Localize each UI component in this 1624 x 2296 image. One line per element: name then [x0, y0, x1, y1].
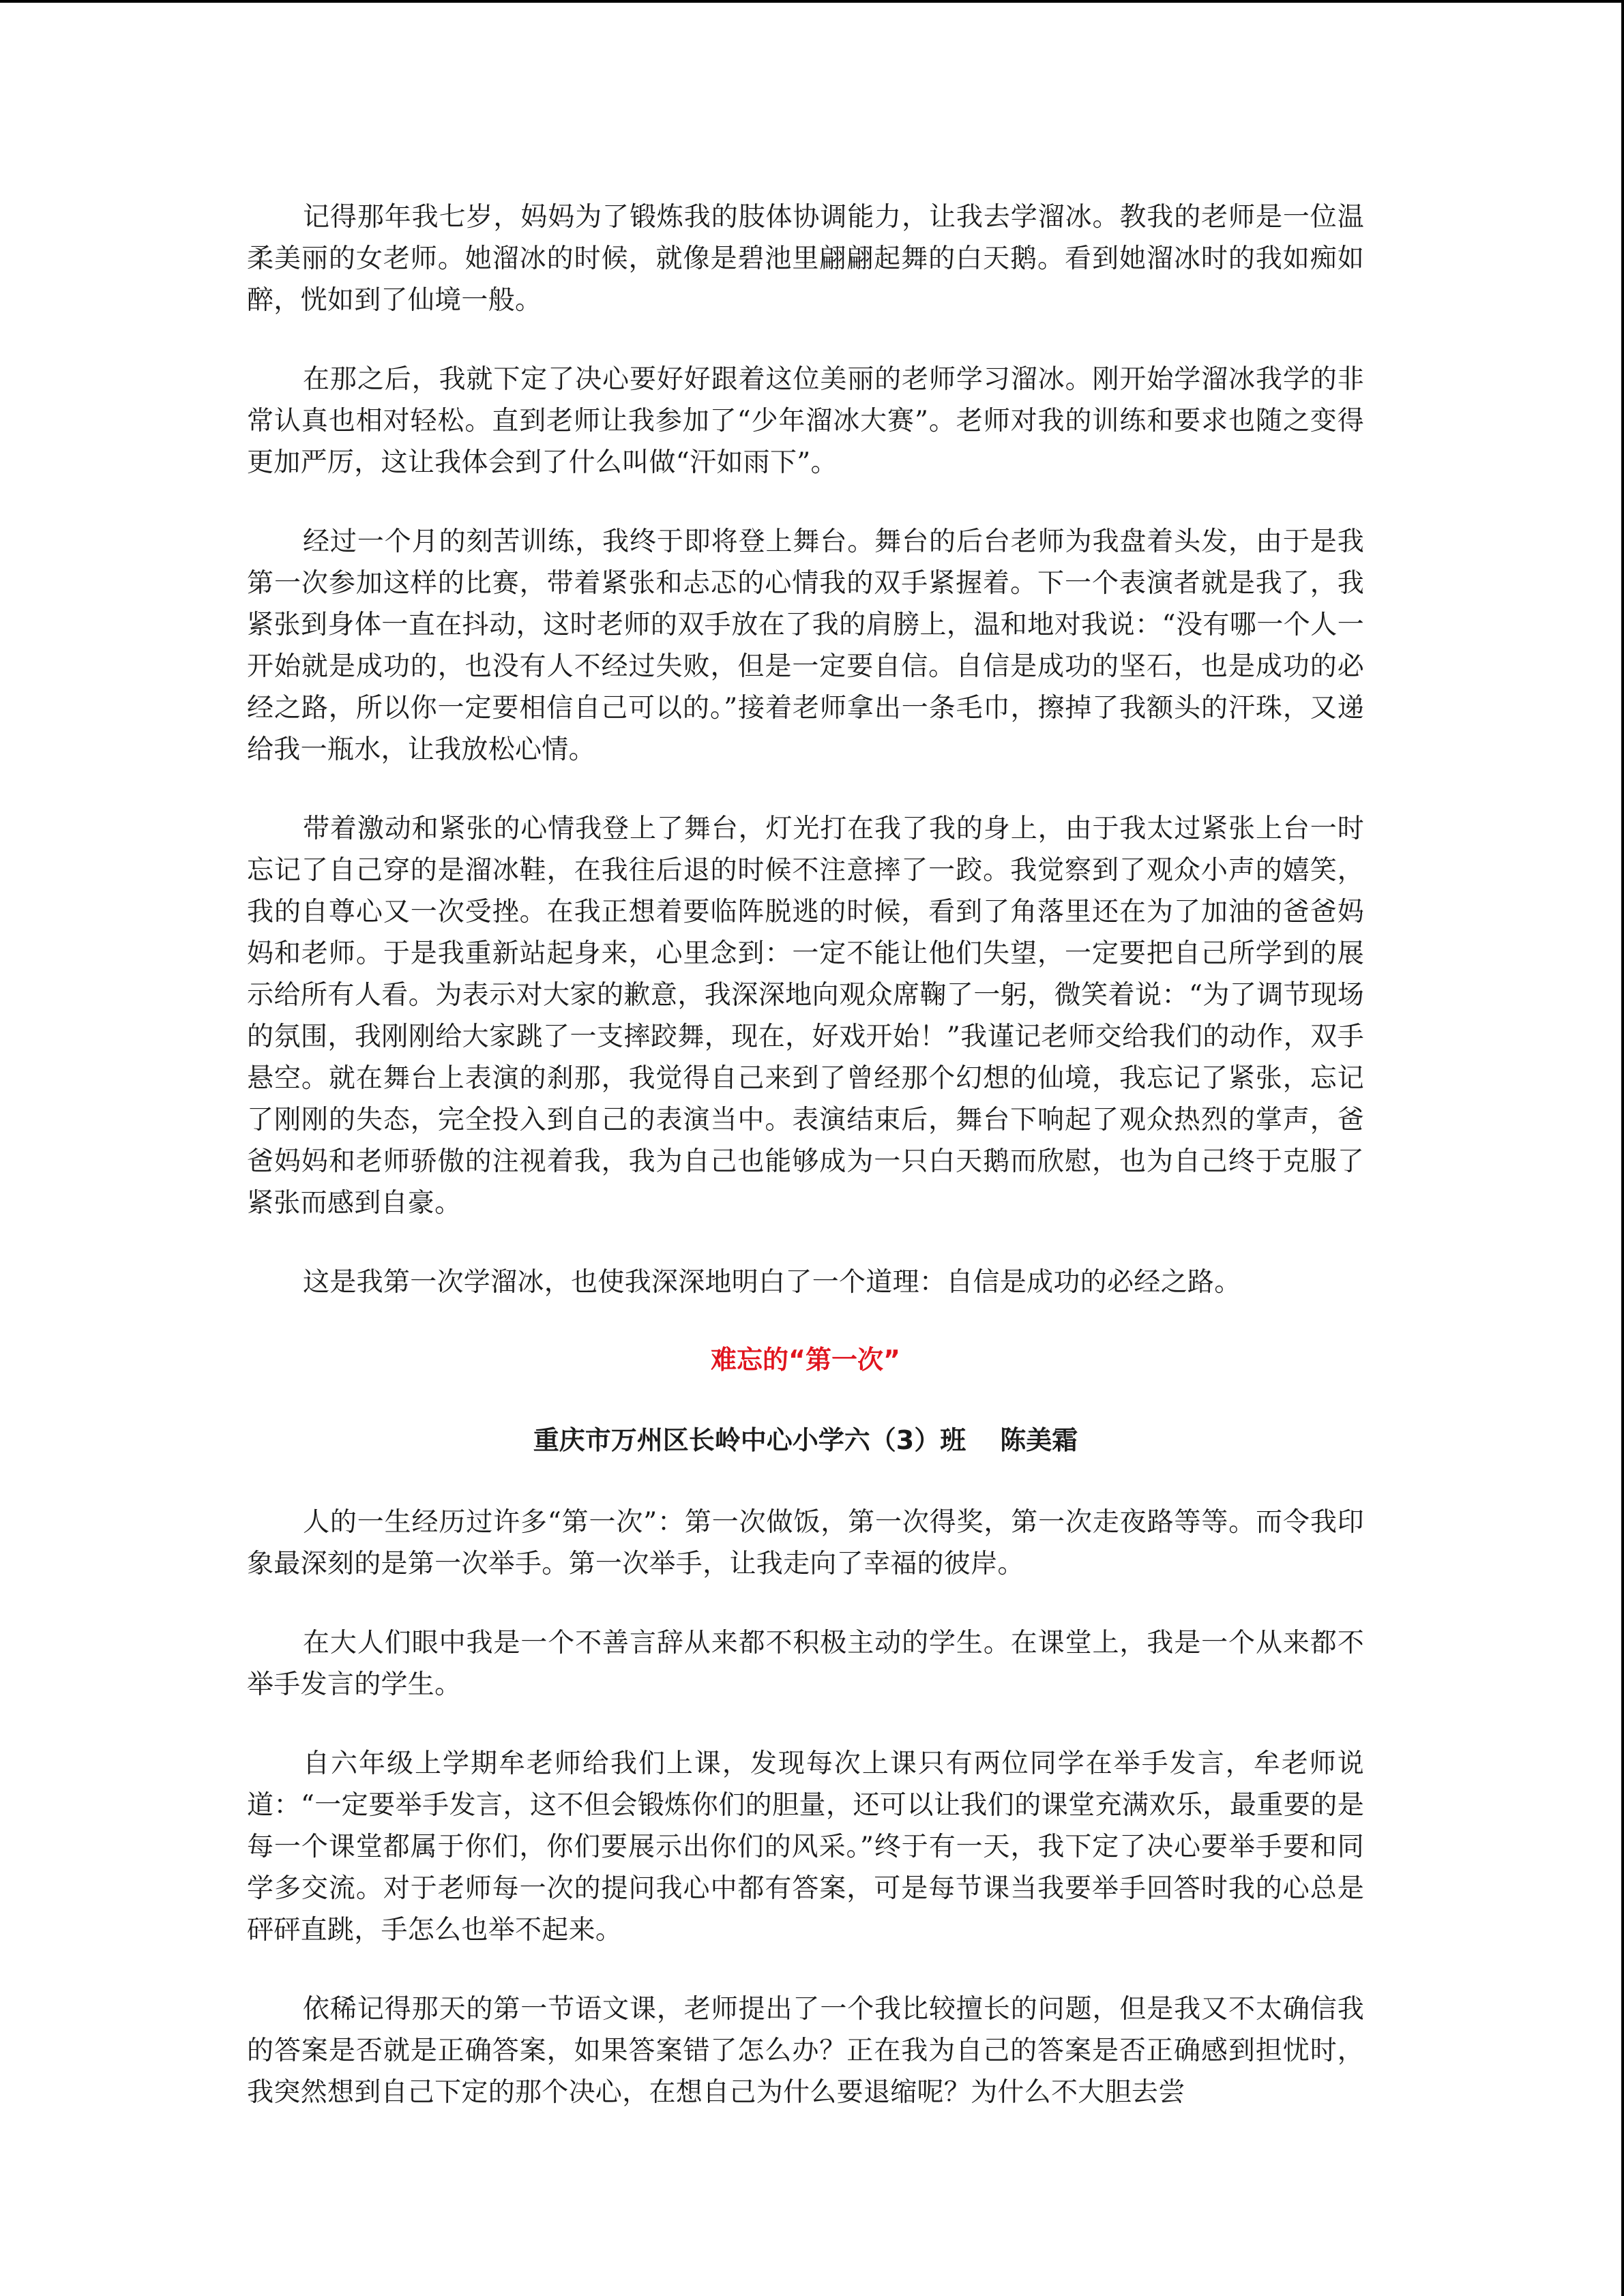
paragraph: 这是我第一次学溜冰，也使我深深地明白了一个道理：自信是成功的必经之路。	[303, 1267, 1241, 1298]
author-school: 重庆市万州区长岭中心小学六（3）班	[533, 1425, 966, 1455]
paragraph: 带着激动和紧张的心情我登上了舞台，灯光打在我了我的身上，由于我太过紧张上台一时忘记了自己穿的是溜冰鞋，在我往后退的时候不注意摔了一跤。我觉察到了观众小声的嬉笑，我的自尊心又一次受挫。在我正想着要临阵脱逃的时候，看到了角落里还在为了加油的爸爸妈妈和老师。于是我重新站起身来，心里念到：一定不能让他们失望，一定要把自己所学到的展示给所有人看。为表示对大家的歉意，我深深地向观众席鞠了一躬，微笑着说：“为了调节现场的氛围，我刚刚给大家跳了一支摔跤舞，现在，好戏开始！”我谨记老师交给我们的动作，双手悬空。就在舞台上表演的刹那，我觉得自己来到了曾经那个幻想的仙境，我忘记了紧张，忘记了刚刚的失态，完全投入到自己的表演当中。表演结束后，舞台下响起了观众热烈的掌声，爸爸妈妈和老师骄傲的注视着我，我为自己也能够成为一只白天鹅而欣慰，也为自己终于克服了紧张而感到自豪。	[247, 814, 1364, 1219]
document-body	[247, 196, 1364, 2151]
paragraph: 在大人们眼中我是一个不善言辞从来都不积极主动的学生。在课堂上，我是一个从来都不举手发言的学生。	[247, 1628, 1364, 1700]
paragraph: 依稀记得那天的第一节语文课，老师提出了一个我比较擅长的问题，但是我又不太确信我的答案是否就是正确答案，如果答案错了怎么办？正在我为自己的答案是否正确感到担忧时，我突然想到自己下定的那个决心，在想自己为什么要退缩呢？为什么不大胆去尝	[247, 1994, 1364, 2108]
page-border-top	[0, 0, 1624, 3]
author-name: 陈美霜	[1000, 1425, 1078, 1455]
article-title: 难忘的“第一次”	[711, 1345, 900, 1375]
paragraph: 经过一个月的刻苦训练，我终于即将登上舞台。舞台的后台老师为我盘着头发，由于是我第一次参加这样的比赛，带着紧张和忐忑的心情我的双手紧握着。下一个表演者就是我了，我紧张到身体一直在抖动，这时老师的双手放在了我的肩膀上，温和地对我说：“没有哪一个人一开始就是成功的，也没有人不经过失败，但是一定要自信。自信是成功的坚石，也是成功的必经之路，所以你一定要相信自己可以的。”接着老师拿出一条毛巾，擦掉了我额头的汗珠，又递给我一瓶水，让我放松心情。	[247, 526, 1364, 765]
paragraph: 人的一生经历过许多“第一次”：第一次做饭，第一次得奖，第一次走夜路等等。而令我印象最深刻的是第一次举手。第一次举手，让我走向了幸福的彼岸。	[247, 1507, 1364, 1579]
page-border-right	[1621, 0, 1624, 2296]
paragraph: 在那之后，我就下定了决心要好好跟着这位美丽的老师学习溜冰。刚开始学溜冰我学的非常认真也相对轻松。直到老师让我参加了“少年溜冰大赛”。老师对我的训练和要求也随之变得更加严厉，这让我体会到了什么叫做“汗如雨下”。	[247, 364, 1364, 478]
paragraph: 自六年级上学期牟老师给我们上课，发现每次上课只有两位同学在举手发言，牟老师说道：“一定要举手发言，这不但会锻炼你们的胆量，还可以让我们的课堂充满欢乐，最重要的是每一个课堂都属于你们，你们要展示出你们的风采。”终于有一天，我下定了决心要举手要和同学多交流。对于老师每一次的提问我心中都有答案，可是每节课当我要举手回答时我的心总是砰砰直跳，手怎么也举不起来。	[247, 1748, 1364, 1945]
paragraph: 记得那年我七岁，妈妈为了锻炼我的肢体协调能力，让我去学溜冰。教我的老师是一位温柔美丽的女老师。她溜冰的时候，就像是碧池里翩翩起舞的白天鹅。看到她溜冰时的我如痴如醉，恍如到了仙境一般。	[247, 202, 1364, 316]
article-byline	[247, 1421, 1364, 1459]
